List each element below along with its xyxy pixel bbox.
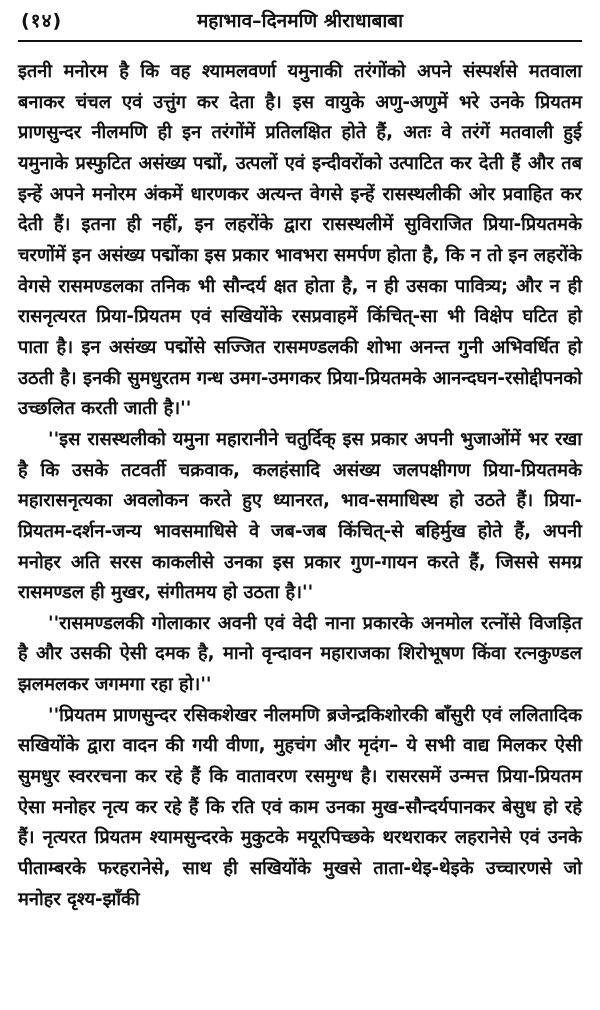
paragraph-2: ''इस रासस्थलीको यमुना महारानीने चतुर्दिक् इस प्रकार अपनी भुजाओंमें भर रखा है कि उसके तटवर्ती चक्रवाक, कलहंसादि असंख्य जलपक्षीगण प्रिया-प्रियतमके महारासनृत्यका अवलोकन करते हुए ध्यानरत, भाव-समाधिस्थ हो उठते हैं। प्रिया-प्रियतम-दर्शन-जन्य भावसमाधिसे वे जब-जब किंचित्-से बहिर्मुख होते हैं, अपनी मनोहर अति सरस काकलीसे उनका इस प्रकार गुण-गायन करते हैं, जिससे समग्र रासमण्डल ही मुखर, संगीतमय हो उठता है।'' [18, 428, 582, 604]
paragraph-1: इतनी मनोरम है कि वह श्यामलवर्णा यमुनाकी तरंगोंको अपने संस्पर्शसे मतवाला बनाकर चंचल एवं उत्तुंग कर देता है। इस वायुके अणु-अणुमें भरे उनके प्रियतम प्राणसुन्दर नीलमणि ही इन तरंगोंमें प्रतिलक्षित होते हैं, अतः वे तरंगें मतवाली हुई यमुनाके प्रस्फुटित असंख्य पद्मों, उत्पलों एवं इन्दीवरोंको उत्पाटित कर देती हैं और तब इन्हें अपने मनोरम अंकमें धारणकर अत्यन्त वेगसे इन्हें रासस्थलीकी ओर प्रवाहित कर देती हैं। इतना ही नहीं, इन लहरोंके द्वारा रासस्थलीमें सुविराजित प्रिया-प्रियतमके चरणोंमें इन असंख्य पद्मोंका इस प्रकार भावभरा समर्पण होता है, कि न तो इन लहरोंके वेगसे रासमण्डलका तनिक भी सौन्दर्य क्षत होता है, न ही उसका पावित्र्य; और न ही रासनृत्यरत प्रिया-प्रियतम एवं सखियोंके रसप्रवाहमें किंचित्-सा भी विक्षेप घटित हो पाता है। इन असंख्य पद्मोंसे सज्जित रासमण्डलकी शोभा अनन्त गुनी अभिवर्धित हो उठती है। इनकी सुमधुरतम गन्ध उमग-उमगकर प्रिया-प्रियतमके आनन्दघन-रसोद्दीपनको उच्छलित करती जाती है।'' [18, 61, 582, 420]
body-text [18, 57, 582, 915]
paragraph-3: ''रासमण्डलकी गोलाकार अवनी एवं वेदी नाना प्रकारके अनमोल रत्नोंसे विजड़ित है और उसकी ऐसी दमक है, मानो वृन्दावन महाराजका शिरोभूषण किंवा रत्नकुण्डल झलमलकर जगमगा रहा हो।'' [18, 612, 582, 696]
running-title: महाभाव–दिनमणि श्रीराधाबाबा [196, 10, 404, 32]
paragraph-4: ''प्रियतम प्राणसुन्दर रसिकशेखर नीलमणि ब्रजेन्द्रकिशोरकी बाँसुरी एवं ललितादिक सखियोंके द्वारा वादन की गयी वीणा, मुहचंग और मृदंग– ये सभी वाद्य मिलकर ऐसी सुमधुर स्वररचना कर रहे हैं कि वातावरण रसमुग्ध है। रासरसमें उन्मत्त प्रिया-प्रियतम ऐसा मनोहर नृत्य कर रहे हैं कि रति एवं काम उनका मुख-सौन्दर्यपानकर बेसुध हो रहे हैं। नृत्यरत प्रियतम श्यामसुन्दरके मुकुटके मयूरपिच्छके थरथराकर लहरानेसे एवं उनके पीताम्बरके फरहरानेसे, साथ ही सखियोंके मुखसे ताता-थेइ-थेइके उच्चारणसे जो मनोहर दृश्य-झाँकी [18, 704, 582, 910]
page-number: (१४) [21, 10, 63, 32]
page-header [18, 0, 582, 42]
